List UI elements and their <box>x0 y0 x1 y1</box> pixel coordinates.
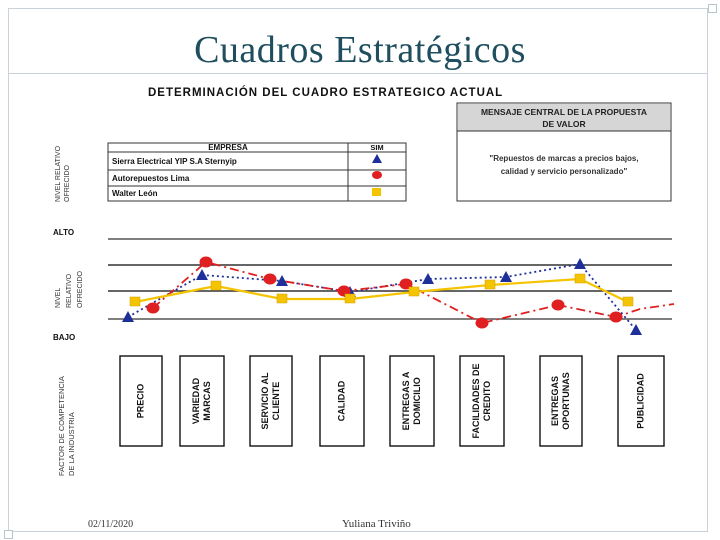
x-axis-label-line-1: FACTOR DE COMPETENCIA <box>57 376 66 476</box>
data-point-circle <box>264 274 277 285</box>
y-axis-label-top-line-1: NIVEL RELATIVO <box>55 145 62 202</box>
data-point-triangle <box>422 273 434 284</box>
footer-author: Yuliana Triviño <box>342 518 411 530</box>
value-proposition-text-line-1: "Repuestos de marcas a precios bajos, <box>489 154 639 163</box>
corner-decoration <box>4 530 13 539</box>
legend-table <box>108 143 406 201</box>
legend-series-1-name: Sierra Electrical YIP S.A Sternyip <box>112 157 237 166</box>
category-label: CALIDAD <box>336 380 347 422</box>
legend-series-3-name: Walter León <box>112 189 158 198</box>
data-point-circle <box>147 303 160 314</box>
category-label: MARCAS <box>201 381 212 421</box>
category-boxes <box>120 356 664 446</box>
plot-gridlines <box>108 239 672 319</box>
x-axis-label-line-2: DE LA INDUSTRIA <box>67 412 76 476</box>
y-level-high: ALTO <box>53 228 75 237</box>
data-point-circle <box>476 318 489 329</box>
data-point-square <box>345 294 355 303</box>
data-point-square <box>575 274 585 283</box>
category-label: DOMICILIO <box>411 377 422 425</box>
legend-square-marker <box>372 188 381 196</box>
legend-series-2-name: Autorepuestos Lima <box>112 174 190 183</box>
y-axis-label-mid-line-3: OFRECIDO <box>77 271 84 308</box>
data-point-square <box>277 294 287 303</box>
data-point-square <box>130 297 140 306</box>
data-point-triangle <box>122 311 134 322</box>
category-label: OPORTUNAS <box>560 372 571 430</box>
data-point-triangle <box>574 258 586 269</box>
y-level-low: BAJO <box>53 333 76 342</box>
data-point-circle <box>610 312 623 323</box>
footer-date: 02/11/2020 <box>88 519 134 530</box>
category-label: FACILIDADES DE <box>470 363 481 439</box>
chart-title: DETERMINACIÓN DEL CUADRO ESTRATEGICO ACTUAL <box>148 87 504 99</box>
slide-title: Cuadros Estratégicos <box>194 29 526 71</box>
data-point-circle <box>552 300 565 311</box>
category-label: PUBLICIDAD <box>635 373 646 429</box>
value-proposition-heading-line-1: MENSAJE CENTRAL DE LA PROPUESTA <box>480 107 648 117</box>
y-axis-label-top-line-2: OFRECIDO <box>64 165 71 202</box>
category-label: CLIENTE <box>270 381 281 421</box>
data-point-square <box>409 287 419 296</box>
y-axis-label-mid <box>55 271 84 309</box>
y-axis-label-mid-line-2: RELATIVO <box>66 273 73 308</box>
x-axis-label <box>57 376 76 476</box>
plot-series <box>122 257 674 336</box>
data-point-square <box>623 297 633 306</box>
legend-header-company: EMPRESA <box>208 143 248 152</box>
legend-header-symbol: SIM <box>370 143 384 152</box>
category-label: ENTREGAS A <box>400 371 411 431</box>
value-proposition-text-line-2: calidad y servicio personalizado" <box>500 167 628 176</box>
data-point-square <box>485 280 495 289</box>
strategy-canvas-chart <box>44 76 678 480</box>
category-label: ENTREGAS <box>549 375 560 427</box>
category-label: SERVICIO AL <box>259 372 270 430</box>
y-axis-label-top <box>55 145 71 202</box>
corner-decoration <box>708 4 717 13</box>
legend-circle-marker <box>372 171 382 179</box>
value-proposition-heading-line-2: DE VALOR <box>542 119 586 129</box>
y-axis-label-mid-line-1: NIVEL <box>55 287 62 308</box>
chart-svg <box>44 76 678 480</box>
data-point-square <box>211 281 221 290</box>
category-label: VARIEDAD <box>190 377 201 425</box>
value-proposition-box <box>457 103 671 201</box>
category-label: PRECIO <box>135 383 146 419</box>
data-point-circle <box>200 257 213 268</box>
title-divider <box>8 73 708 74</box>
category-label: CREDITO <box>481 380 492 422</box>
data-point-triangle <box>196 269 208 280</box>
